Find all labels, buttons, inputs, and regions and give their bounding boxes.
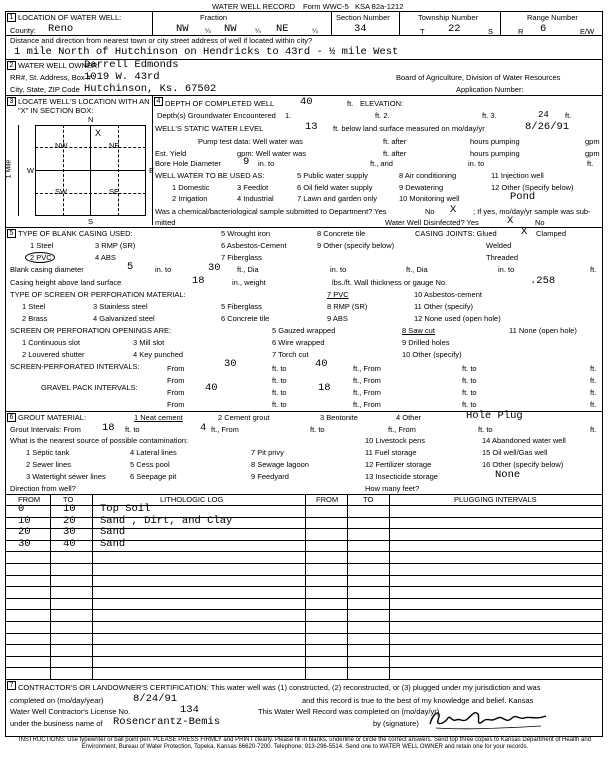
quad-ne: NE xyxy=(109,141,120,150)
gravel2-ft: ft. xyxy=(590,400,597,409)
screen-8: 8 RMP (SR) xyxy=(327,302,368,311)
license-label: Water Well Contractor's License No. xyxy=(10,707,131,716)
board-label: Board of Agriculture, Division of Water Resources xyxy=(396,73,561,82)
gw-3: ft. 3. xyxy=(482,111,497,120)
contam-label: What is the nearest source of possible contamination: xyxy=(10,436,189,445)
log-cell-to: 10 xyxy=(63,503,76,515)
log-row-line xyxy=(5,505,603,506)
depth-label: DEPTH OF COMPLETED WELL xyxy=(165,99,275,108)
quad-sw: SW xyxy=(55,187,68,196)
lbs-label: lbs./ft. Wall thickness or gauge No. xyxy=(332,278,448,287)
quarter-mark-1: ¼ xyxy=(205,28,211,35)
section-5-number: 5 xyxy=(7,229,16,238)
disinfected-label: Water Well Disinfected? Yes xyxy=(385,218,479,227)
use-5: 5 Public water supply xyxy=(297,171,368,180)
owner-value: Darrell Edmonds xyxy=(84,59,179,71)
use-label: WELL WATER TO BE USED AS: xyxy=(155,171,265,180)
elevation-label: ELEVATION: xyxy=(360,99,404,108)
bore-and: ft., and xyxy=(370,159,393,168)
section-1-number: 1 xyxy=(7,13,16,22)
quad-se: SE xyxy=(109,187,120,196)
use-2: 2 Irrigation xyxy=(172,194,208,203)
yield-label: Est. Yield xyxy=(155,149,187,158)
perf-from-label: From xyxy=(167,364,185,373)
screen-7: 7 PVC xyxy=(327,290,349,299)
source-8: 8 Sewage lagoon xyxy=(251,460,309,469)
screen-3: 3 Stainless steel xyxy=(93,302,148,311)
joints-clamped: Clamped xyxy=(536,229,567,238)
diameter-in-to-2: in. to xyxy=(330,265,347,274)
log-row-line xyxy=(5,563,603,564)
mitted-label: mitted xyxy=(155,218,176,227)
static-value: 13 xyxy=(305,121,318,133)
log-cell-from: 10 xyxy=(18,514,31,527)
joints-threaded: Threaded xyxy=(486,253,519,262)
chem-label: Was a chemical/bacteriological sample submitted to Department? Yes xyxy=(155,207,387,216)
casing-8: 8 Concrete tile xyxy=(317,229,366,238)
log-cell-to: 40 xyxy=(63,537,76,550)
pump-gpm: gpm xyxy=(585,137,600,146)
joints-x: X xyxy=(521,226,528,238)
source-3: 3 Watertight sewer lines xyxy=(26,472,106,481)
perf2-ft-to-2: ft. to xyxy=(462,376,477,385)
location-label: LOCATION OF WATER WELL: xyxy=(18,13,122,22)
form-number: Form WWC-5 xyxy=(303,2,349,11)
compass-s: S xyxy=(88,217,94,226)
groundwater-label: Depth(s) Groundwater Encountered xyxy=(157,111,276,120)
grout-from-value: 18 xyxy=(102,422,115,434)
height-value: 18 xyxy=(192,275,205,287)
opening-2: 2 Louvered shutter xyxy=(22,350,85,359)
section-6-number: 6 xyxy=(7,413,16,422)
log-row-line xyxy=(5,633,603,634)
gw-1: 1. xyxy=(285,111,292,120)
log-plug-header: PLUGGING INTERVALS xyxy=(454,495,537,504)
completed-tail: and this record is true to the best of my knowledge and belief. Kansas xyxy=(302,696,534,705)
log-cell-desc: Sand xyxy=(100,526,126,539)
screen-label: TYPE OF SCREEN OR PERFORATION MATERIAL: xyxy=(10,290,186,299)
screen-5: 5 Fiberglass xyxy=(221,302,262,311)
disinfected-x: X xyxy=(507,215,514,227)
gauge-value: .258 xyxy=(530,275,556,287)
perf-to-value: 40 xyxy=(315,358,328,370)
bore-in-to: in. to xyxy=(258,159,275,168)
grout-2: 2 Cement grout xyxy=(218,413,270,422)
source-12: 12 Fertilizer storage xyxy=(365,460,432,469)
screen-1: 1 Steel xyxy=(22,302,46,311)
log-row-line xyxy=(5,517,603,518)
opening-6: 6 Wire wrapped xyxy=(272,338,325,347)
static-label: WELL'S STATIC WATER LEVEL xyxy=(155,124,264,133)
range-value: 6 xyxy=(540,23,547,35)
opening-11: 11 None (open hole) xyxy=(509,326,577,335)
signature-label: by (signature) xyxy=(373,719,419,728)
source-15: 15 Oil well/Gas well xyxy=(482,448,548,457)
diameter-ft-dia: ft., Dia xyxy=(237,265,259,274)
diameter-in-to-3: in. to xyxy=(498,265,515,274)
screen-6: 6 Concrete tile xyxy=(221,314,270,323)
log-cell-desc: Top Soil xyxy=(100,503,151,515)
static-tail: ft. below land surface measured on mo/day/yr xyxy=(333,124,485,133)
perf2-ft-to: ft. to xyxy=(272,376,287,385)
yield-mid: gpm: Well water was xyxy=(237,149,307,158)
use-6: 6 Oil field water supply xyxy=(297,183,373,192)
location-x: X xyxy=(95,128,102,138)
chem-no-x: X xyxy=(450,204,457,216)
screen-12: 12 None used (open hole) xyxy=(414,314,501,323)
casing-2: 2 PVC xyxy=(30,253,52,262)
township-t: T xyxy=(420,27,425,36)
completed-value: 8/24/91 xyxy=(133,693,178,705)
opening-10: 10 Other (specify) xyxy=(402,350,462,359)
fraction-label: Fraction xyxy=(200,13,228,22)
gravel2-ft-to-2: ft. to xyxy=(462,400,477,409)
feet-label: How many feet? xyxy=(365,484,420,493)
casing-pvc-circle xyxy=(25,252,55,263)
gravel2-ft-to: ft. to xyxy=(272,400,287,409)
perf-ft-to: ft. to xyxy=(272,364,287,373)
screen-10: 10 Asbestos-cement xyxy=(414,290,482,299)
source-other-value: None xyxy=(495,469,521,481)
instructions-text: INSTRUCTIONS: Use typewriter or ball point pen. PLEASE PRESS FIRMLY and PRINT clearly. Please fill in blanks, underline or circle the correct answers. Send top three copies to Kansas Department of Health and Environment, Bureau of Water Protection, Topeka, Kansas 66620-7200. Telephone: 913-296-5514. Send one to WATER WELL OWNER and retain one for your records. xyxy=(18,737,592,751)
range-label: Range Number xyxy=(527,13,578,22)
screen-11: 11 Other (specify) xyxy=(414,302,474,311)
diameter-to-value: 30 xyxy=(208,262,221,274)
owner-label: WATER WELL OWNER: xyxy=(18,61,100,70)
log-cell-to: 30 xyxy=(63,526,76,539)
chem-tail: ; If yes, mo/day/yr sample was sub- xyxy=(473,207,591,216)
weight-label: in., weight xyxy=(232,278,266,287)
log-row-line xyxy=(5,621,603,622)
log-row-line xyxy=(5,551,603,552)
grout-other-value: Hole Plug xyxy=(466,410,523,422)
use-11: 11 Injection well xyxy=(491,171,544,180)
compass-e: E xyxy=(149,166,155,175)
perf2-ft: ft. xyxy=(590,376,597,385)
range-ew: E/W xyxy=(580,27,595,36)
address-value: 1019 W. 43rd xyxy=(84,71,160,83)
use-10: 10 Monitoring well xyxy=(399,194,460,203)
grout-tail: ft., From xyxy=(211,425,239,434)
openings-label: SCREEN OR PERFORATION OPENINGS ARE: xyxy=(10,326,172,335)
use-9: 9 Dewatering xyxy=(399,183,444,192)
gravel-to-value: 18 xyxy=(318,382,331,394)
opening-5: 5 Gauzed wrapped xyxy=(272,326,336,335)
opening-3: 3 Mill slot xyxy=(133,338,165,347)
static-date: 8/26/91 xyxy=(525,121,570,133)
county-label: County: xyxy=(10,26,36,35)
use-7: 7 Lawn and garden only xyxy=(297,194,378,203)
quarter-mark-3: ¼ xyxy=(312,28,318,35)
log-row-line xyxy=(5,609,603,610)
grout-3: 3 Bentonite xyxy=(320,413,358,422)
height-label: Casing height above land surface xyxy=(10,278,122,287)
compass-n: N xyxy=(88,115,94,124)
city-label: City, State, ZIP Code xyxy=(10,85,80,94)
bore-label: Bore Hole Diameter xyxy=(155,159,221,168)
casing-1: 1 Steel xyxy=(30,241,54,250)
gw-2: ft. 2. xyxy=(375,111,390,120)
gravel-ft-from: ft., From xyxy=(353,388,381,397)
log-row-line xyxy=(5,598,603,599)
section-label: Section Number xyxy=(336,13,390,22)
use-12: 12 Other (Specify below) xyxy=(491,183,574,192)
chem-no-label: No xyxy=(425,207,435,216)
screen-4: 4 Galvanized steel xyxy=(93,314,155,323)
opening-4: 4 Key punched xyxy=(133,350,184,359)
license-value: 134 xyxy=(180,704,199,716)
source-6: 6 Seepage pit xyxy=(130,472,177,481)
log-cell-from: 0 xyxy=(18,503,25,515)
business-value: Rosencrantz-Bemis xyxy=(113,716,221,728)
disinfected-no: No xyxy=(535,218,545,227)
perf-ft-from: ft., From xyxy=(353,364,381,373)
bore-in-to-2: in. to xyxy=(468,159,485,168)
log-litho-header: LITHOLOGIC LOG xyxy=(160,495,224,504)
locate-label: LOCATE WELL'S LOCATION WITH AN "X" IN SECTION BOX: xyxy=(18,97,150,115)
section-value: 34 xyxy=(354,23,367,35)
log-from-header: FROM xyxy=(18,495,41,504)
gravel-ft: ft. xyxy=(590,388,597,397)
log-from2-header: FROM xyxy=(316,495,339,504)
source-4: 4 Lateral lines xyxy=(130,448,177,457)
log-row-line xyxy=(5,667,603,668)
grout-mid: ft. to xyxy=(125,425,140,434)
gw-3-ft: ft. xyxy=(565,111,572,120)
use-8: 8 Air conditioning xyxy=(399,171,457,180)
pump-hours: hours pumping xyxy=(470,137,520,146)
yield-hours: hours pumping xyxy=(470,149,520,158)
yield-after: ft. after xyxy=(383,149,407,158)
city-value: Hutchinson, Ks. 67502 xyxy=(84,83,217,95)
opening-8: 8 Saw cut xyxy=(402,326,435,335)
fraction-q2: NW xyxy=(224,23,237,35)
certification-text: CONTRACTOR'S OR LANDOWNER'S CERTIFICATION: This water well was (1) constructed, (2) reconstructed, or (3) plugged under my jurisdiction and was xyxy=(18,683,541,692)
distance-value: 1 mile North of Hutchinson on Hendricks to 43rd - ½ mile West xyxy=(14,46,399,58)
casing-7: 7 Fiberglass xyxy=(221,253,262,262)
casing-5: 5 Wrought iron xyxy=(221,229,271,238)
joints-welded: Welded xyxy=(486,241,512,250)
source-7: 7 Pit privy xyxy=(251,448,284,457)
grout-4: 4 Other xyxy=(396,413,422,422)
grout-to-2: ft. to xyxy=(310,425,325,434)
gravel2-ft-from: ft., From xyxy=(353,400,381,409)
use-4: 4 Industrial xyxy=(237,194,274,203)
grout-to-value: 4 xyxy=(200,422,207,434)
casing-6: 6 Asbestos-Cement xyxy=(221,241,287,250)
address-label: RR#, St. Address, Box # : xyxy=(10,73,96,82)
use-3: 3 Feedlot xyxy=(237,183,269,192)
grout-ft: ft. xyxy=(590,425,597,434)
source-13: 13 Insecticide storage xyxy=(365,472,438,481)
log-row-line xyxy=(5,656,603,657)
gravel-ft-to-2: ft. to xyxy=(462,388,477,397)
fraction-q3: NE xyxy=(276,23,289,35)
diameter-label: Blank casing diameter xyxy=(10,265,84,274)
perf-from-value: 30 xyxy=(224,358,237,370)
diameter-in-to: in. to xyxy=(155,265,172,274)
form-frame xyxy=(5,11,603,737)
business-label: under the business name of xyxy=(10,719,103,728)
diameter-ft: ft. xyxy=(590,265,597,274)
log-to2-header: TO xyxy=(363,495,374,504)
use-1: 1 Domestic xyxy=(172,183,210,192)
mile-label: 1 Mile xyxy=(5,159,13,179)
gravel-label: GRAVEL PACK INTERVALS: xyxy=(41,383,138,392)
casing-4: 4 ABS xyxy=(95,253,116,262)
section-4-number: 4 xyxy=(154,97,163,106)
grout-label: GROUT MATERIAL: xyxy=(18,413,87,422)
pump-after: ft. after xyxy=(383,137,407,146)
completed-label: completed on (mo/day/year) xyxy=(10,696,104,705)
source-14: 14 Abandoned water well xyxy=(482,436,566,445)
form-title: WATER WELL RECORD xyxy=(212,2,296,11)
source-11: 11 Fuel storage xyxy=(365,448,417,457)
source-5: 5 Cess pool xyxy=(130,460,170,469)
source-2: 2 Sewer lines xyxy=(26,460,72,469)
perf-ft-to-2: ft. to xyxy=(462,364,477,373)
log-cell-to: 20 xyxy=(63,514,76,527)
log-to-header: TO xyxy=(63,495,74,504)
diameter-ft-dia-2: ft., Dia xyxy=(406,265,428,274)
perf-label: SCREEN-PERFORATED INTERVALS: xyxy=(10,362,140,371)
bore-value: 9 xyxy=(243,156,250,168)
log-row-line xyxy=(5,575,603,576)
distance-label: Distance and direction from nearest town or city street address of well if located within city? xyxy=(10,36,313,45)
log-cell-from: 30 xyxy=(18,537,31,550)
section-7-number: 7 xyxy=(7,681,16,690)
log-row-line xyxy=(5,528,603,529)
perf-ft: ft. xyxy=(590,364,597,373)
screen-9: 9 ABS xyxy=(327,314,348,323)
log-cell-desc: Sand , Dirt, and Clay xyxy=(100,514,233,527)
source-1: 1 Septic tank xyxy=(26,448,70,457)
section-2-number: 2 xyxy=(7,61,16,70)
township-value: 22 xyxy=(448,23,461,35)
bore-ft: ft. xyxy=(587,159,594,168)
log-row-line xyxy=(5,540,603,541)
township-s: S xyxy=(488,27,494,36)
joints-label: CASING JOINTS: Glued xyxy=(415,229,497,238)
quad-nw: NW xyxy=(55,141,68,150)
yield-gpm: gpm xyxy=(585,149,600,158)
record-label: This Water Well Record was completed on (mo/day/yr) xyxy=(258,707,440,716)
perf2-from-label: From xyxy=(167,376,185,385)
use-other-value: Pond xyxy=(510,191,536,203)
casing-3: 3 RMP (SR) xyxy=(95,241,136,250)
direction-label: Direction from well? xyxy=(10,484,76,493)
gw-3-value: 24 xyxy=(538,110,549,120)
compass-w: W xyxy=(27,166,35,175)
application-label: Application Number: xyxy=(456,85,524,94)
township-label: Township Number xyxy=(418,13,479,22)
gravel-from-value: 40 xyxy=(205,382,218,394)
opening-1: 1 Continuous slot xyxy=(22,338,80,347)
signature-image xyxy=(426,706,551,732)
casing-9: 9 Other (specify below) xyxy=(317,241,395,250)
grout-intervals-label: Grout Intervals: From xyxy=(10,425,81,434)
log-row-line xyxy=(5,586,603,587)
section-3-number: 3 xyxy=(7,97,16,106)
ksa-ref: KSA 82a-1212 xyxy=(355,2,404,11)
gravel2-from-label: From xyxy=(167,400,185,409)
grout-from-2: ft., From xyxy=(388,425,416,434)
grout-to-3: ft. to xyxy=(478,425,493,434)
depth-value: 40 xyxy=(300,96,313,108)
range-r: R xyxy=(518,27,524,36)
grout-1: 1 Neat cement xyxy=(134,413,183,422)
source-16: 16 Other (specify below) xyxy=(482,460,564,469)
opening-9: 9 Drilled holes xyxy=(402,338,450,347)
opening-7: 7 Torch cut xyxy=(272,350,309,359)
diameter-value: 5 xyxy=(127,261,134,273)
source-10: 10 Livestock pens xyxy=(365,436,426,445)
log-cell-from: 20 xyxy=(18,526,31,539)
quarter-mark-2: ¼ xyxy=(255,28,261,35)
log-cell-desc: Sand xyxy=(100,537,126,550)
gravel-from-label: From xyxy=(167,388,185,397)
log-row-line xyxy=(5,644,603,645)
perf2-ft-from: ft., From xyxy=(353,376,381,385)
pump-label: Pump test data: Well water was xyxy=(198,137,303,146)
county-value: Reno xyxy=(48,23,74,35)
casing-label: TYPE OF BLANK CASING USED: xyxy=(18,229,133,238)
source-9: 9 Feedyard xyxy=(251,472,289,481)
screen-2: 2 Brass xyxy=(22,314,48,323)
depth-ft: ft. xyxy=(347,99,354,108)
fraction-q1: NW xyxy=(176,23,189,35)
gravel-ft-to: ft. to xyxy=(272,388,287,397)
